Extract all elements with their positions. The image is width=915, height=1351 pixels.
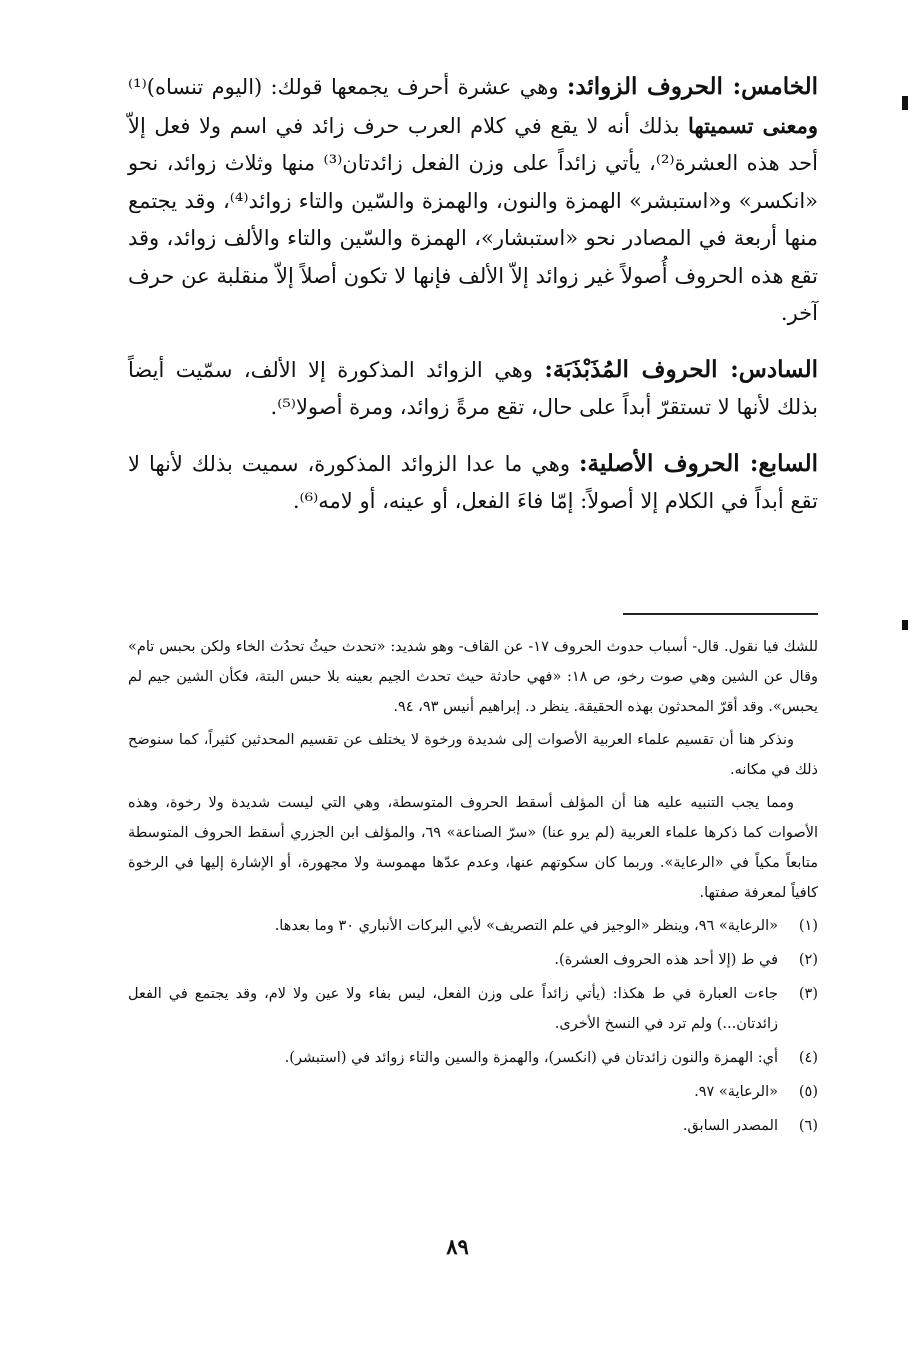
- footnote-text: «الرعاية» ٩٧.: [694, 1084, 778, 1100]
- footnote-number: (٢): [798, 952, 818, 968]
- term-sabi: السابع: الحروف الأصلية:: [579, 449, 818, 477]
- footnote-separator: [623, 613, 818, 615]
- term-sadis: السادس: الحروف المُذَبْذَبَة:: [544, 355, 818, 383]
- paragraph-khamis-bold: ومعنى تسميتها: [687, 112, 818, 138]
- footnote-text: جاءت العبارة في ط هكذا: (يأتي زائداً على وزن الفعل، ليس بفاء ولا عين ولا لام، وقد يجتمع في الفعل زائدتان...) ولم ترد في النسخ الأخرى.: [128, 986, 778, 1032]
- paragraph-sabi-text: وهي ما عدا الزوائد المذكورة، سميت بذلك لأنها لا تقع أبداً في الكلام إلا أصولاً: إمّا فاءَ الفعل، أو عينه، أو لامه⁽⁶⁾.: [128, 451, 818, 513]
- footnotes: [128, 632, 818, 1145]
- note-continuation-2: ونذكر هنا أن تقسيم علماء العربية الأصوات إلى شديدة ورخوة لا يختلف عن تقسيم المحدثين كثيراً، كما سنوضح ذلك في مكانه.: [128, 732, 818, 778]
- paragraph-khamis: [128, 68, 818, 333]
- paragraph-sabi: [128, 445, 818, 521]
- note-continuation-1: للشك فيا نقول. قال- أسباب حدوث الحروف ١٧- عن القاف- وهو شديد: «تحدث حيثُ تحدُث الخاء ولكن بحبس تام» وقال عن الشين وهي صوت رخو، ص ١٨: «فهي حادثة حيث تحدث الجيم بعينه بلا حبس البتة، فكأن الشين جيم لم يحبس». وقد أقرّ المحدثون بهذه الحقيقة. ينظر د. إبراهيم أنيس ٩٣، ٩٤.: [128, 639, 818, 715]
- footnote-1: [128, 911, 818, 941]
- term-khamis: الخامس: الحروف الزوائد:: [566, 73, 818, 100]
- note-continuation-3: ومما يجب التنبيه عليه هنا أن المؤلف أسقط الحروف المتوسطة، وهي التي ليست شديدة ولا رخوة، وهذه الأصوات كما ذكرها علماء العربية (لم يرو عنا) «سرّ الصناعة» ٦٩، والمؤلف ابن الجزري أسقط الحروف المتوسطة متابعاً مكياً في «الرعاية». وربما كان سكوتهم عنها، وعدم عدّها مهموسة ولا مجهورة، أو الإشارة إليها في الرخوة كافياً لمعرفة صفتها.: [128, 795, 818, 901]
- paragraph-sadis: [128, 351, 818, 427]
- paragraph-khamis-rest: بذلك أنه لا يقع في كلام العرب حرف زائد في اسم ولا فعل إلاّ أحد هذه العشرة⁽²⁾، يأتي زائداً على وزن الفعل زائدتان⁽³⁾ منها وثلاث زوائد، نحو «انكسر» و«استبشر» الهمزة والنون، والهمزة والسّين والتاء زوائد⁽⁴⁾، وقد يجتمع منها أربعة في المصادر نحو «استبشار»، الهمزة والسّين والتاء والألف زوائد، وقد تقع هذه الحروف أُصولاً غير زوائد إلاّ الألف فإنها لا تكون أصلاً إلاّ منقلبة عن حرف آخر.: [128, 113, 819, 325]
- footnote-number: (٤): [798, 1050, 818, 1066]
- page-number: ٨٩: [446, 1234, 469, 1259]
- footnote-text: في ط (إلا أحد هذه الحروف العشرة).: [554, 952, 778, 968]
- footnote-6: [128, 1111, 818, 1141]
- footnote-number: (٥): [798, 1084, 818, 1100]
- footnote-text: المصدر السابق.: [682, 1118, 778, 1134]
- footnote-number: (٣): [798, 986, 818, 1002]
- paragraph-sadis-text: وهي الزوائد المذكورة إلا الألف، سمّيت أيضاً بذلك لأنها لا تستقرّ أبداً على حال، تقع مرةً زوائد، ومرة أصولا⁽⁵⁾.: [128, 357, 818, 419]
- footnote-text: «الرعاية» ٩٦، وينظر «الوجيز في علم التصريف» لأبي البركات الأنباري ٣٠ وما بعدها.: [274, 918, 778, 934]
- paragraph-khamis-text: وهي عشرة أحرف يجمعها قولك: (اليوم تنساه)⁽¹⁾: [128, 75, 567, 99]
- footnote-2: [128, 945, 818, 975]
- footnote-number: (٦): [798, 1118, 818, 1134]
- footnote-4: [128, 1043, 818, 1073]
- footnote-text: أي: الهمزة والنون زائدتان في (انكسر)، والهمزة والسين والتاء زوائد في (استبشر).: [284, 1050, 778, 1066]
- footnote-number: (١): [798, 918, 818, 934]
- margin-mark-mid: [902, 620, 908, 630]
- footnote-3: [128, 979, 818, 1039]
- margin-mark-top: [902, 96, 908, 110]
- footnote-5: [128, 1077, 818, 1107]
- main-text: [128, 68, 818, 539]
